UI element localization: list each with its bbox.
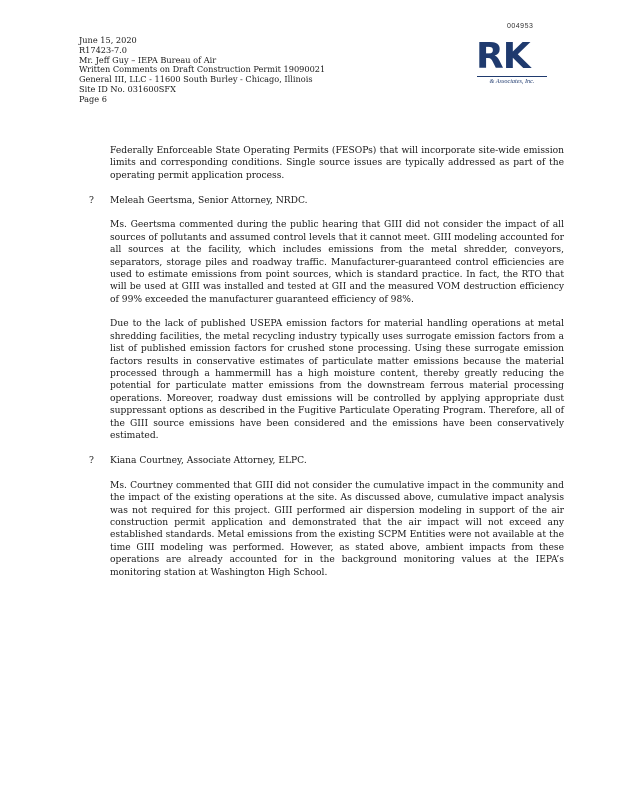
bullet-glyph: ? — [89, 456, 94, 467]
bates-number: 004953 — [507, 23, 534, 30]
letter-header — [79, 36, 325, 105]
logo-subtitle: & Associates, Inc. — [477, 76, 547, 85]
response-paragraph: Ms. Courtney commented that GIII did not consider the cumulative impact in the community and the impact of the existing operations at the site. As discussed above, cumulative impact analysis was not required for this project. GIII performed air dispersion modeling in support of the air construction permit application and demonstrated that the air impact will not exceed any established standards. Metal emissions from the existing SCPM Entities were not available at the time GIII modeling was performed. However, as stated above, ambient impacts from these operations are already accounted for in the background monitoring values at the IEPA’s monitoring station at Washington High School. — [110, 480, 564, 578]
intro-paragraph: Federally Enforceable State Operating Permits (FESOPs) that will incorporate site-wide emission limits and corresponding conditions. Single source issues are typically addressed as part of the operating permit application process. — [110, 146, 564, 181]
letter-body — [89, 145, 564, 579]
commenter-name: Kiana Courtney, Associate Attorney, ELPC. — [110, 456, 307, 467]
company-logo — [476, 36, 548, 88]
response-paragraph: Ms. Geertsma commented during the public hearing that GIII did not consider the impact of all sources of pollutants and assumed control levels that it cannot meet. GIII modeling accounted for all sources at the facility, which includes emissions from the metal shredder, conveyors, separators, storage piles and roadway traffic. Manufacturer-guaranteed control efficiencies are used to estimate emissions from point sources, which is standard practice. In fact, the RTO that will be used at GIII was installed and tested at GII and the measured VOM destruction efficiency of 99% exceeded the manufacturer guaranteed efficiency of 98%. — [110, 220, 564, 305]
header-site-id: Site ID No. 031600SFX — [79, 83, 176, 94]
response-paragraph: Due to the lack of published USEPA emission factors for material handling operations at metal shredding facilities, the metal recycling industry typically uses surrogate emission factors from a list of published emission factors for crushed stone processing. Using these surrogate emission factors results in conservative estimates of particulate matter emissions because the material processed through a hammermill has a high moisture content, thereby greatly reducing the potential for particulate matter emissions from the downstream ferrous material processing operations. Moreover, roadway dust emissions will be controlled by applying appropriate dust suppressant options as described in the Fugitive Particulate Operating Program. Therefore, all of the GIII source emissions have been considered and the emissions have been conservatively estimated. — [110, 319, 564, 442]
header-project-number: R17423-7.0 — [79, 44, 127, 55]
header-date: June 15, 2020 — [79, 35, 137, 45]
header-site: General III, LLC - 11600 South Burley - Chicago, Illinois — [79, 74, 313, 85]
logo-letters: RK — [476, 36, 530, 77]
commenter-name: Meleah Geertsma, Senior Attorney, NRDC. — [110, 195, 308, 206]
section-heading — [89, 195, 564, 207]
section-heading — [89, 455, 564, 467]
header-recipient: Mr. Jeff Guy – IEPA Bureau of Air — [79, 54, 217, 65]
header-subject: Written Comments on Draft Construction Permit 19090021 — [79, 64, 326, 75]
bullet-glyph: ? — [89, 195, 94, 206]
header-page-number: Page 6 — [79, 93, 107, 104]
